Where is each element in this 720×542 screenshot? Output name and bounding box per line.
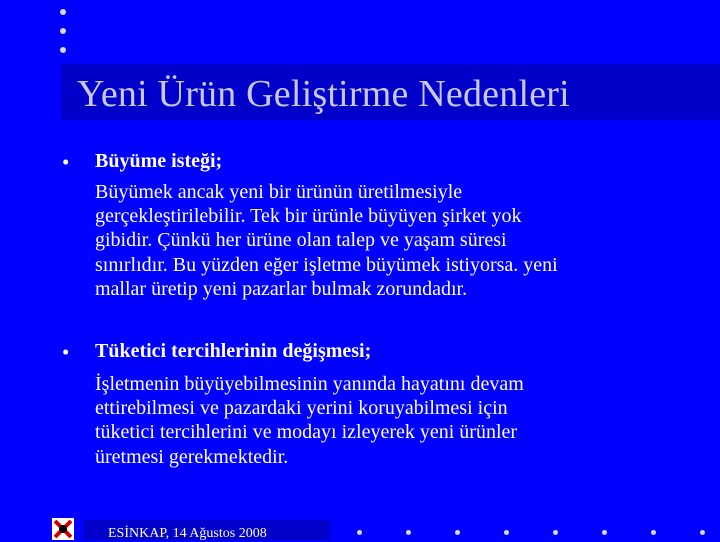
bullet-body	[95, 180, 695, 301]
footer-text: ESİNKAP, 14 Ağustos 2008	[108, 526, 267, 541]
bullet-line: gerçekleştirilebilir. Tek bir ürünle büyüyen şirket yok	[95, 205, 522, 228]
bullet-line: sınırlıdır. Bu yüzden eğer işletme büyümek istiyorsa. yeni	[95, 253, 558, 276]
bullet-line: İşletmenin büyüyebilmesinin yanında hayatını devam	[95, 373, 524, 395]
decorative-dot-icon	[504, 530, 509, 535]
bullet-marker: •	[62, 340, 70, 364]
decorative-dot-icon	[357, 530, 362, 535]
bullet-heading: Büyüme isteği;	[95, 150, 223, 172]
bullet-body	[95, 372, 695, 469]
decorative-dot-icon	[60, 28, 66, 34]
bullet-line: üretmesi gerekmektedir.	[95, 445, 289, 468]
bullet-heading: Tüketici tercihlerinin değişmesi;	[95, 340, 372, 362]
bullet-marker: •	[62, 150, 70, 174]
bullet-line: tüketici tercihlerini ve modayı izleyerek yeni ürünler	[95, 421, 518, 444]
slide-title: Yeni Ürün Geliştirme Nedenleri	[77, 73, 570, 115]
decorative-dot-icon	[700, 530, 705, 535]
decorative-dot-icon	[60, 9, 66, 15]
decorative-dot-icon	[651, 530, 656, 535]
bullet-line: mallar üretip yeni pazarlar bulmak zorundadır.	[95, 277, 468, 300]
decorative-dot-icon	[602, 530, 607, 535]
bullet-line: Büyümek ancak yeni bir ürünün üretilmesiyle	[95, 181, 463, 203]
decorative-dot-icon	[60, 47, 66, 53]
decorative-dot-icon	[553, 530, 558, 535]
decorative-dot-icon	[455, 530, 460, 535]
bullet-line: ettirebilmesi ve pazardaki yerini koruyabilmesi için	[95, 397, 508, 420]
bullet-line: gibidir. Çünkü her ürüne olan talep ve yaşam süresi	[95, 229, 507, 252]
decorative-dot-icon	[406, 530, 411, 535]
bottom-dot-row	[0, 530, 720, 540]
